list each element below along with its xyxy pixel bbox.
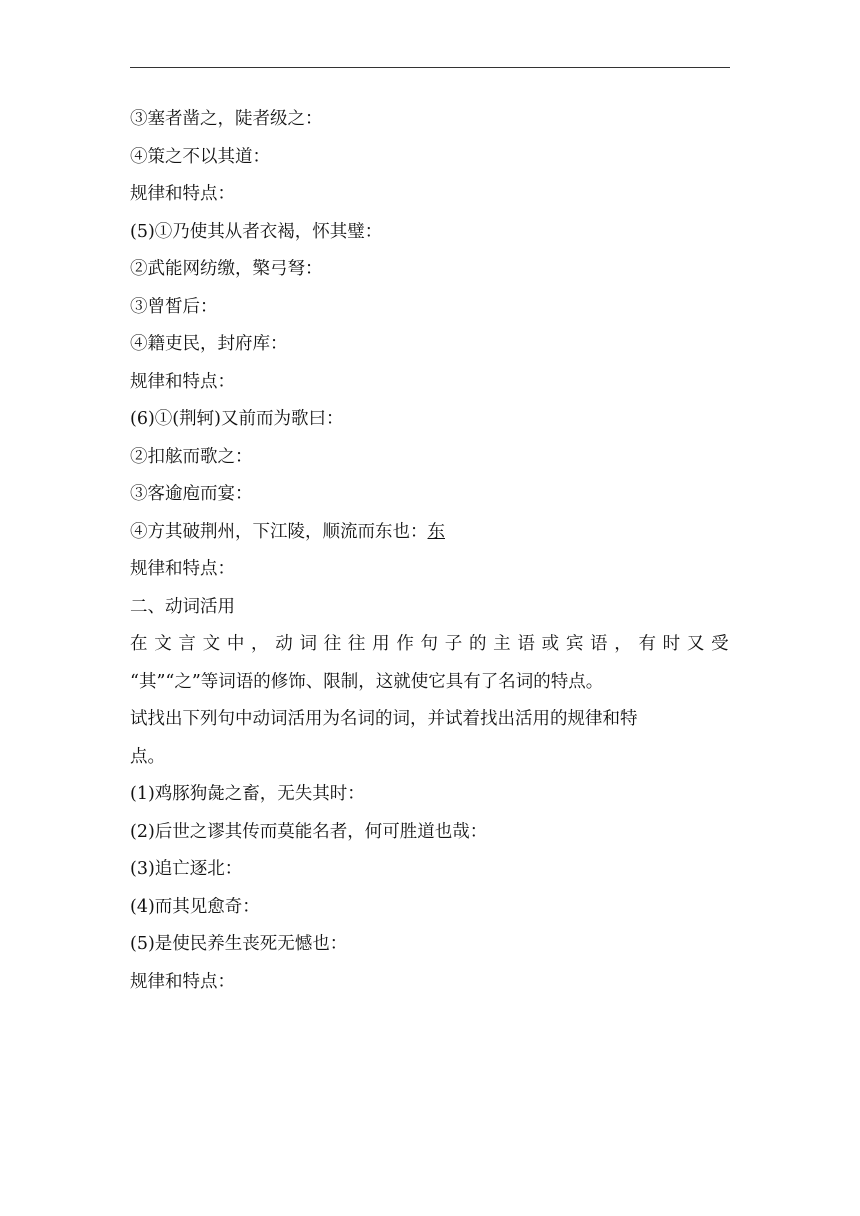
- text-line-with-answer: [130, 514, 730, 552]
- filled-answer: 东: [427, 521, 445, 542]
- text-line: 规律和特点：: [130, 559, 235, 579]
- text-line: 规律和特点：: [130, 971, 235, 992]
- text-line: (5)是使民养生丧死无憾也：: [130, 934, 348, 954]
- text-line: 规律和特点：: [130, 184, 235, 204]
- paragraph-line: 点。: [130, 746, 165, 767]
- text-line: (1)鸡豚狗彘之畜，无失其时：: [130, 784, 365, 804]
- text-line: (4)而其见愈奇：: [130, 896, 260, 917]
- text-line: (5)①乃使其从者衣褐，怀其璧：: [130, 221, 383, 242]
- paragraph-line: “其”“之”等词语的修饰、限制，这就使它具有了名词的特点。: [130, 671, 604, 692]
- text-line: ③曾皙后：: [130, 296, 218, 317]
- text-line: ④策之不以其道：: [130, 146, 270, 167]
- text-line: 规律和特点：: [130, 371, 235, 392]
- text-line: (3)追亡逐北：: [130, 859, 243, 879]
- paragraph-line: 在文言文中，动词往往用作句子的主语或宾语，有时又受: [130, 634, 730, 654]
- text-line: ②武能网纺缴，檠弓弩：: [130, 259, 323, 279]
- text-line: ③塞者凿之，陡者级之：: [130, 109, 323, 129]
- section-heading: 二、动词活用: [130, 596, 235, 617]
- sentence-text: ④方其破荆州，下江陵，顺流而东也：: [130, 521, 428, 542]
- document-body: [130, 101, 730, 1001]
- text-line: ②扣舷而歌之：: [130, 446, 253, 467]
- paragraph-line: 试找出下列句中动词活用为名词的词，并试着找出活用的规律和特: [130, 709, 638, 729]
- text-line: ④籍吏民，封府库：: [130, 334, 288, 354]
- text-line: ③客逾庖而宴：: [130, 484, 253, 504]
- text-line: (2)后世之谬其传而莫能名者，何可胜道也哉：: [130, 821, 488, 842]
- text-line: (6)①(荆轲)又前而为歌曰：: [130, 409, 344, 429]
- header-rule: [130, 67, 730, 68]
